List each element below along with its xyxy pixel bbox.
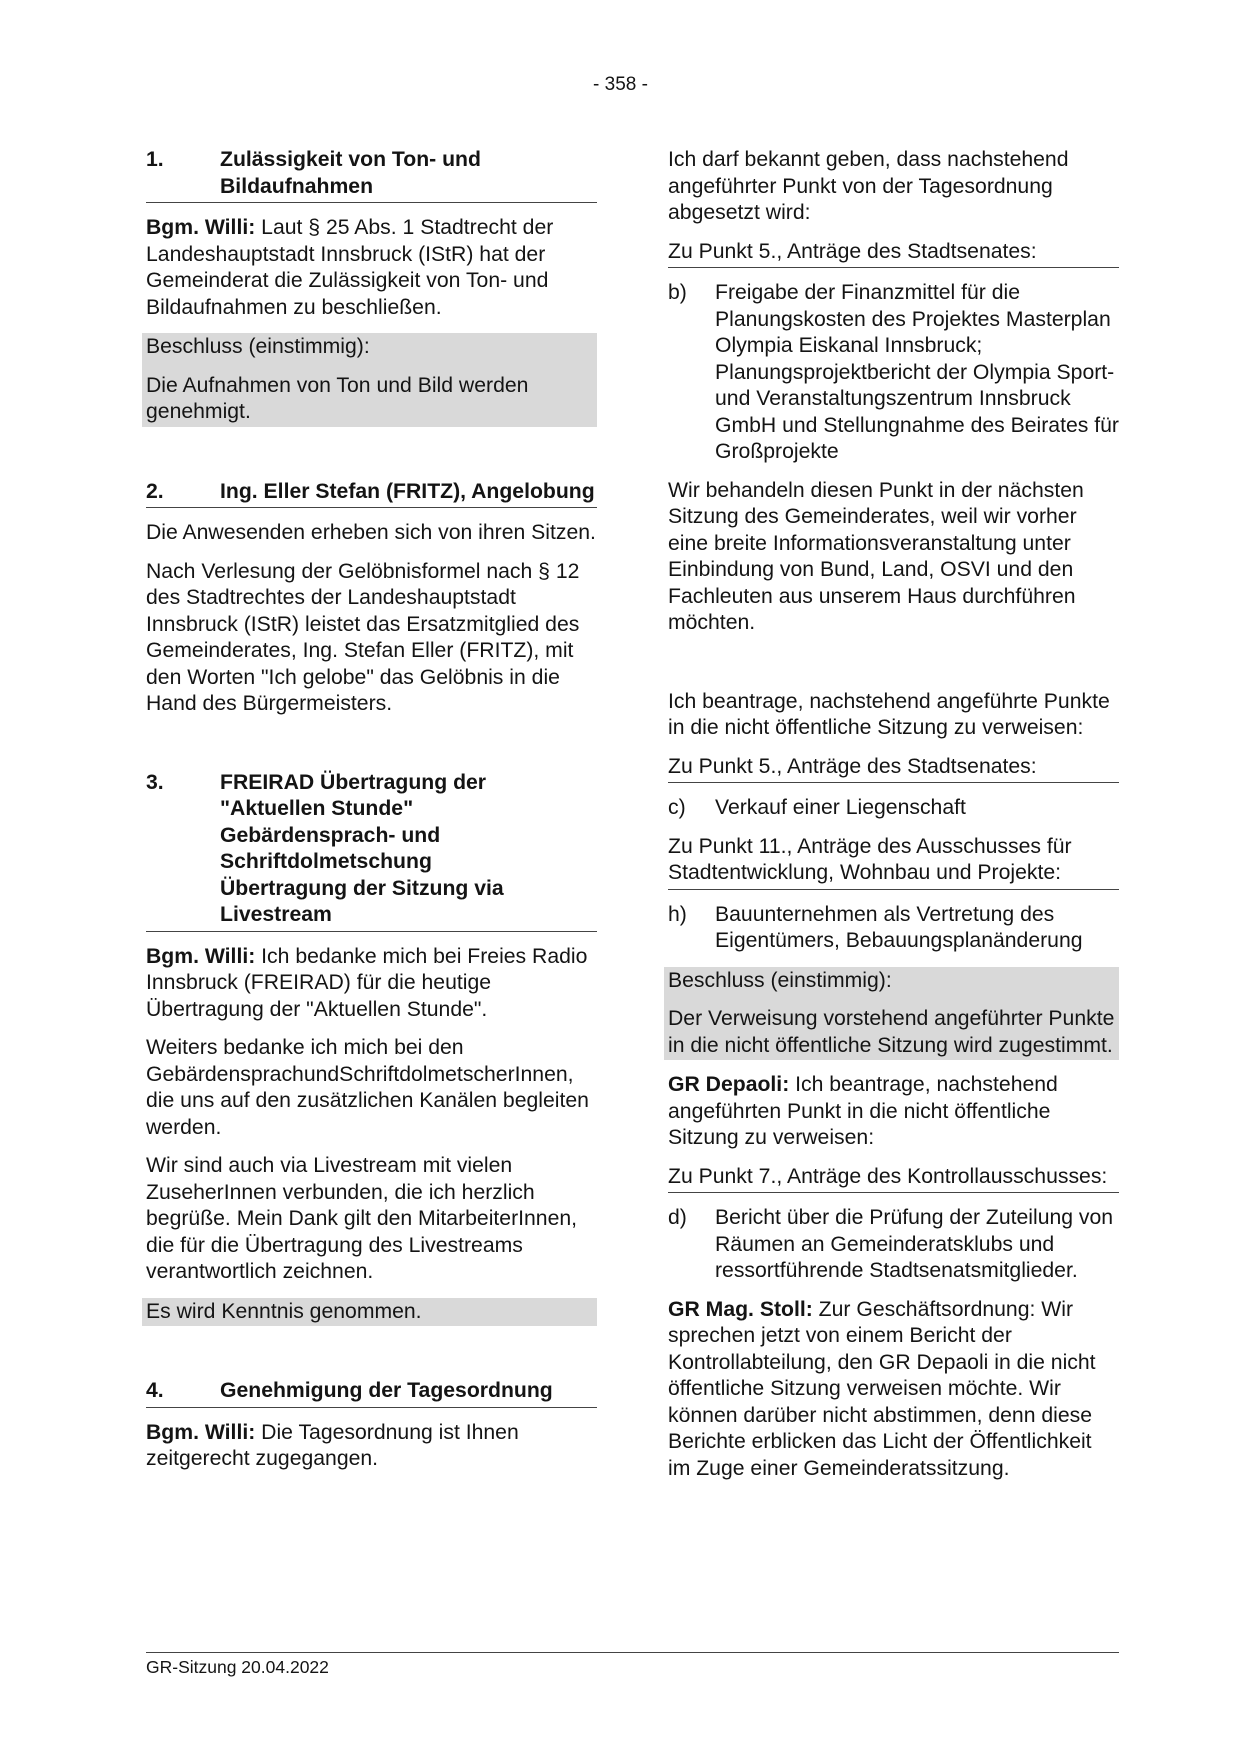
page-number: - 358 -	[593, 74, 648, 95]
item-letter: c)	[668, 796, 686, 819]
section-heading-4	[146, 1378, 597, 1408]
speaker-label: GR Mag. Stoll:	[668, 1297, 813, 1321]
statement-willi-3	[146, 944, 597, 1024]
decision-text: Der Verweisung vorstehend angeführter Punkte in die nicht öffentliche Sitzung wird zugestimmt.	[668, 1007, 1115, 1057]
statement-text: Laut § 25 Abs. 1 Stadtrecht der Landeshauptstadt Innsbruck (IStR) hat der Gemeinderat die Zulässigkeit von Ton- und Bildaufnahmen zu beschließen.	[146, 216, 554, 319]
section-title: Zulässigkeit von Ton- und Bildaufnahmen	[220, 148, 481, 198]
agenda-item-h	[668, 902, 1119, 955]
section-number: 3.	[146, 770, 164, 794]
section-title-line: Gebärdensprach- und Schriftdolmetschung	[220, 823, 441, 873]
decision-box-1	[142, 333, 597, 427]
decision-label: Beschluss (einstimmig):	[146, 335, 370, 358]
item-letter: h)	[668, 902, 687, 926]
item-letter: b)	[668, 281, 687, 304]
item-letter: d)	[668, 1206, 687, 1229]
speaker-label: Bgm. Willi:	[146, 1420, 256, 1444]
speaker-label: Bgm. Willi:	[146, 944, 256, 968]
section-heading-2	[146, 479, 597, 509]
statement-text: Ich beantrage, nachstehend angeführten Punkt in die nicht öffentliche Sitzung zu verweisen:	[668, 1073, 1058, 1149]
section-heading-1	[146, 147, 597, 203]
item-text: Bauunternehmen als Vertretung des Eigentümers, Bebauungsplanänderung	[715, 902, 1083, 952]
paragraph: Die Anwesenden erheben sich von ihren Sitzen.	[146, 521, 596, 544]
statement-text: Die Tagesordnung ist Ihnen zeitgerecht zugegangen.	[146, 1420, 519, 1470]
agenda-item-b	[668, 280, 1119, 466]
section-title: Genehmigung der Tagesordnung	[220, 1379, 553, 1402]
section-heading-3	[146, 770, 597, 932]
agenda-item-d	[668, 1205, 1119, 1285]
section-number: 2.	[146, 479, 164, 503]
section-title	[220, 770, 597, 929]
section-title: Ing. Eller Stefan (FRITZ), Angelobung	[220, 479, 595, 503]
item-text: Bericht über die Prüfung der Zuteilung von Räumen an Gemeinderatsklubs und ressortführende Stadtsenatsmitglieder.	[715, 1206, 1114, 1282]
decision-text: Es wird Kenntnis genommen.	[146, 1299, 422, 1323]
item-text: Verkauf einer Liegenschaft	[715, 796, 966, 819]
decision-label: Beschluss (einstimmig):	[668, 968, 892, 992]
section-title-line: Übertragung der Sitzung via Livestream	[220, 876, 504, 926]
statement-willi-4	[146, 1420, 597, 1473]
paragraph: Wir behandeln diesen Punkt in der nächsten Sitzung des Gemeinderates, weil wir vorher eine breite Informationsveranstaltung unter Einbindung von Bund, Land, OSVI und den Fachleuten aus unserem Haus durchführen möchten.	[668, 478, 1084, 634]
decision-box-3	[142, 1298, 597, 1327]
section-number: 1.	[146, 148, 164, 171]
statement-willi-1	[146, 215, 597, 321]
item-text: Freigabe der Finanzmittel für die Planungskosten des Projektes Masterplan Olympia Eiskanal Innsbruck; Planungsprojektbericht der Olympia Sport- und Veranstaltungszentrum Innsbruck GmbH und Stellungnahme des Beirates für Großprojekte	[715, 281, 1119, 463]
speaker-label: GR Depaoli:	[668, 1073, 790, 1096]
paragraph: Ich darf bekannt geben, dass nachstehend angeführter Punkt von der Tagesordnung abgesetzt wird:	[668, 148, 1069, 224]
left-column	[146, 147, 597, 1485]
decision-text: Die Aufnahmen von Ton und Bild werden genehmigt.	[146, 373, 529, 423]
paragraph: Weiters bedanke ich mich bei den GebärdensprachundSchriftdolmetscherInnen, die uns auf den zusätzlichen Kanälen begleiten werden.	[146, 1036, 589, 1139]
paragraph: Wir sind auch via Livestream mit vielen ZuseherInnen verbunden, die ich herzlich begrüße. Mein Dank gilt den MitarbeiterInnen, die für die Übertragung des Livestreams verantwortlich zeichnen.	[146, 1154, 578, 1283]
footer: GR-Sitzung 20.04.2022	[146, 1652, 1119, 1678]
right-column	[668, 147, 1119, 1494]
agenda-reference: Zu Punkt 11., Anträge des Ausschusses für Stadtentwicklung, Wohnbau und Projekte:	[668, 834, 1119, 890]
agenda-reference: Zu Punkt 7., Anträge des Kontrollausschusses:	[668, 1164, 1119, 1194]
paragraph: Nach Verlesung der Gelöbnisformel nach § 12 des Stadtrechtes der Landeshauptstadt Innsbruck (IStR) leistet das Ersatzmitglied des Gemeinderates, Ing. Stefan Eller (FRITZ), mit den Worten "Ich gelobe" das Gelöbnis in die Hand des Bürgermeisters.	[146, 559, 580, 715]
agenda-reference: Zu Punkt 5., Anträge des Stadtsenates:	[668, 754, 1119, 784]
agenda-reference: Zu Punkt 5., Anträge des Stadtsenates:	[668, 239, 1119, 269]
agenda-item-c	[668, 795, 1119, 822]
statement-text: Ich bedanke mich bei Freies Radio Innsbruck (FREIRAD) für die heutige Übertragung der "Aktuellen Stunde".	[146, 944, 588, 1021]
section-number: 4.	[146, 1379, 164, 1402]
statement-text: Zur Geschäftsordnung: Wir sprechen jetzt von einem Bericht der Kontrollabteilung, den GR Depaoli in die nicht öffentliche Sitzung verweisen möchte. Wir können darüber nicht abstimmen, denn diese Berichte erblicken das Licht der Öffentlichkeit im Zuge einer Gemeinderatssitzung.	[668, 1297, 1096, 1480]
section-title-line: FREIRAD Übertragung der "Aktuellen Stunde"	[220, 770, 487, 820]
paragraph: Ich beantrage, nachstehend angeführte Punkte in die nicht öffentliche Sitzung zu verweisen:	[668, 689, 1110, 739]
decision-box-right	[664, 967, 1119, 1061]
statement-stoll	[668, 1297, 1119, 1483]
speaker-label: Bgm. Willi:	[146, 216, 256, 239]
statement-depaoli	[668, 1072, 1119, 1152]
